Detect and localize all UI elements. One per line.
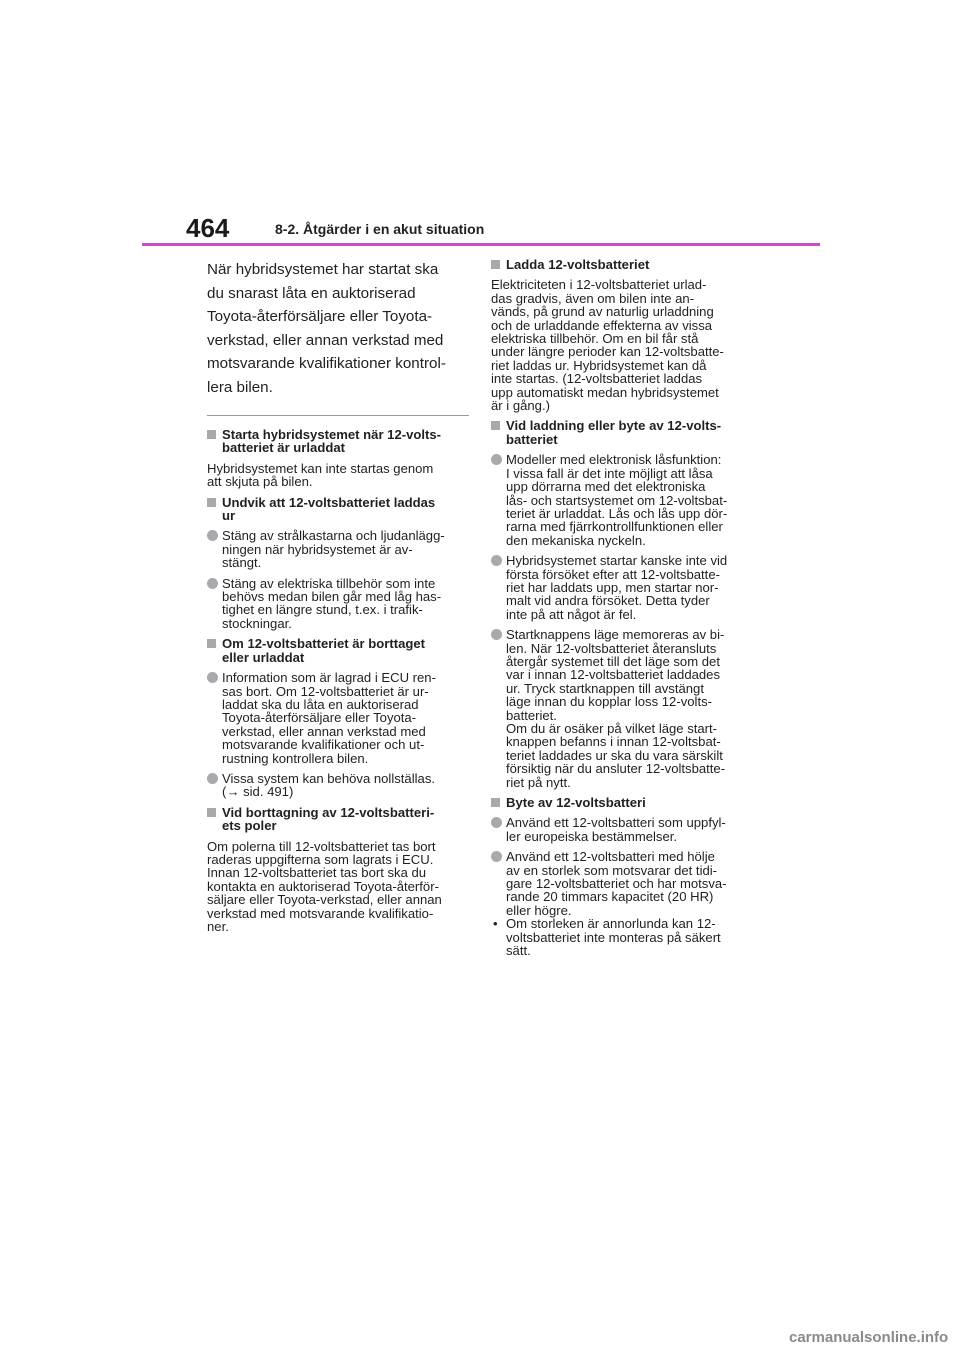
text-line: upp automatiskt medan hybridsystemet [491, 384, 719, 400]
text-line: eller högre. [506, 902, 572, 918]
text-line: batteriet är urladdat [222, 440, 345, 456]
square-marker-icon [491, 421, 500, 430]
text-line: säljare eller Toyota-verkstad, eller annan [207, 892, 442, 908]
paragraph-charge-battery [491, 278, 761, 412]
text-line: Innan 12-voltsbatteriet tas bort ska du [207, 865, 427, 881]
text-line: teriet är urladdat. Lås och lås upp dör- [506, 505, 728, 521]
heading-replace-battery [491, 796, 761, 809]
text-line: Vid borttagning av 12-voltsbatteri- [222, 804, 435, 820]
text-line: den mekaniska nyckeln. [506, 532, 646, 548]
text-line: läge innan du kopplar loss 12-volts- [506, 694, 712, 710]
square-marker-icon [491, 260, 500, 269]
text-line: verkstad, eller annan verkstad med [207, 331, 444, 349]
bullet-reset-systems [207, 772, 472, 799]
bullet-dot-icon [491, 454, 502, 465]
text-line: Startknappens läge memoreras av bi- [506, 627, 725, 643]
text-line: Information som är lagrad i ECU ren- [222, 670, 436, 686]
bullet-ecu-info [207, 671, 472, 765]
text-line: inte på att något är fel. [506, 606, 637, 622]
text-line: Hybridsystemet startar kanske inte vid [506, 553, 728, 569]
bullet-electronic-lock [491, 453, 761, 547]
square-marker-icon [207, 639, 216, 648]
intro-paragraph [207, 258, 472, 399]
header-rule [142, 243, 820, 246]
text-line: ur [222, 508, 236, 524]
text-line: ets poler [222, 818, 277, 834]
bullet-dot-icon [207, 672, 218, 683]
text-line: Använd ett 12-voltsbatteri som uppfyl- [506, 815, 726, 831]
text-line: riet laddas ur. Hybridsystemet kan då [491, 357, 707, 373]
heading-charging-replacing [491, 419, 761, 446]
bullet-dot-icon [207, 530, 218, 541]
text-line: första försöket efter att 12-voltsbatte- [506, 566, 720, 582]
bullet-accessories [207, 577, 472, 631]
text-line: sätt. [506, 943, 531, 959]
text-line: batteriet. [506, 707, 557, 723]
bullet-dot-icon [207, 578, 218, 589]
text-line: ler europeiska bestämmelser. [506, 828, 678, 844]
text-line: försiktig när du ansluter 12-voltsbatte- [506, 761, 726, 777]
text-line: knappen befanns i innan 12-voltsbat- [506, 734, 721, 750]
section-title: 8-2. Åtgärder i en akut situation [275, 221, 485, 237]
text-line: I vissa fall är det inte möjligt att låsa [506, 465, 713, 481]
text-line: Toyota-återförsäljare eller Toyota- [222, 710, 417, 726]
text-line: das gradvis, även om bilen inte an- [491, 290, 695, 306]
square-marker-icon [207, 430, 216, 439]
text-line: laddat ska du låta en auktoriserad [222, 696, 419, 712]
bullet-dot-icon [207, 773, 218, 784]
text-line: eller urladdat [222, 649, 305, 665]
text-line: upp dörrarna med det elektroniska [506, 479, 706, 495]
text-line: Vissa system kan behöva nollställas. [222, 770, 436, 786]
text-line: Om storleken är annorlunda kan 12- [506, 916, 716, 932]
text-line: Vid laddning eller byte av 12-volts- [506, 418, 722, 434]
square-marker-icon [207, 498, 216, 507]
text-line: (→ sid. 491) [222, 784, 294, 800]
text-line: vänds, på grund av naturlig urladdning [491, 304, 714, 320]
text-line: Om 12-voltsbatteriet är borttaget [222, 636, 425, 652]
bullet-first-attempt [491, 554, 761, 621]
square-marker-icon [491, 798, 500, 807]
text-line: teriet laddades ur ska du vara särskilt [506, 747, 723, 763]
text-line: När hybridsystemet har startat ska [207, 261, 439, 278]
right-column [491, 258, 761, 965]
text-line: stängt. [222, 555, 262, 571]
text-line: under längre perioder kan 12-voltsbatte- [491, 344, 724, 360]
text-line: var i innan 12-voltsbatteriet laddades [506, 667, 720, 683]
text-line: är i gång.) [491, 398, 550, 414]
heading-charge-battery [491, 258, 761, 271]
dash-marker: • [493, 916, 498, 932]
text-line: verkstad, eller annan verkstad med [222, 723, 426, 739]
text-line: voltsbatteriet inte monteras på säkert [506, 929, 721, 945]
bullet-european-regulations [491, 816, 761, 843]
text-line: att skjuta på bilen. [207, 474, 313, 490]
text-line: Stäng av strålkastarna och ljudanlägg- [222, 528, 445, 544]
text-line: Stäng av elektriska tillbehör som inte [222, 575, 436, 591]
text-line: återgår systemet till det läge som det [506, 653, 720, 669]
text-line: Ladda 12-voltsbatteriet [506, 257, 650, 272]
text-line: ningen när hybridsystemet är av- [222, 541, 413, 557]
text-line: tighet en längre stund, t.ex. i trafik- [222, 602, 423, 618]
text-line: Byte av 12-voltsbatteri [506, 795, 646, 811]
left-column [207, 258, 472, 940]
text-line: ur. Tryck startknappen till avstängt [506, 680, 704, 696]
text-line: stockningar. [222, 615, 292, 631]
square-marker-icon [207, 808, 216, 817]
paragraph-start-hybrid [207, 462, 472, 489]
heading-start-hybrid [207, 428, 472, 455]
text-line: rustning kontrollera bilen. [222, 750, 369, 766]
text-line: sas bort. Om 12-voltsbatteriet är ur- [222, 683, 429, 699]
text-line: behövs medan bilen går med låg has- [222, 589, 442, 605]
text-line: motsvarande kvalifikationer och ut- [222, 737, 425, 753]
text-line: len. När 12-voltsbatteriet återansluts [506, 640, 717, 656]
bullet-headlights [207, 529, 472, 569]
bullet-battery-size [491, 850, 761, 917]
text-line: Modeller med elektronisk låsfunktion: [506, 452, 722, 468]
paragraph-remove-poles [207, 840, 472, 934]
bullet-dot-icon [491, 629, 502, 640]
text-line: och de urladdande effekterna av vissa [491, 317, 713, 333]
heading-remove-poles [207, 806, 472, 833]
text-line: Använd ett 12-voltsbatteri med hölje [506, 849, 715, 865]
bullet-dot-icon [491, 817, 502, 828]
footer-watermark: carmanualsonline.info [789, 1329, 949, 1346]
text-line: gare 12-voltsbatteriet och har motsva- [506, 876, 727, 892]
text-line: rande 20 timmars kapacitet (20 HR) [506, 889, 714, 905]
text-line: malt vid andra försöket. Detta tyder [506, 593, 710, 609]
text-line: rarna med fjärrkontrollfunktionen eller [506, 519, 723, 535]
text-line: verkstad med motsvarande kvalifikatio- [207, 905, 434, 921]
text-line: av en storlek som motsvarar det tidi- [506, 862, 718, 878]
bullet-dot-icon [491, 851, 502, 862]
text-line: batteriet [506, 431, 558, 447]
text-line: Hybridsystemet kan inte startas genom [207, 460, 434, 476]
intro-divider [207, 415, 469, 416]
text-line: Om du är osäker på vilket läge start- [506, 721, 718, 736]
text-line: Undvik att 12-voltsbatteriet laddas [222, 494, 436, 510]
text-line: motsvarande kvalifikationer kontrol- [207, 355, 446, 372]
text-line: ner. [207, 919, 229, 934]
page-number: 464 [186, 213, 230, 243]
text-line: riet har laddats upp, men startar nor- [506, 579, 719, 595]
text-line: Om polerna till 12-voltsbatteriet tas bort [207, 838, 436, 854]
text-line: inte startas. (12-voltsbatteriet laddas [491, 371, 703, 387]
text-line: Toyota-återförsäljare eller Toyota- [207, 308, 433, 325]
text-line: Starta hybridsystemet när 12-volts- [222, 427, 442, 442]
heading-battery-removed [207, 637, 472, 664]
bullet-dot-icon [491, 555, 502, 566]
bullet-start-button-mode [491, 628, 761, 789]
text-line: kontakta en auktoriserad Toyota-återför- [207, 878, 439, 894]
text-line: raderas uppgifterna som lagrats i ECU. [207, 851, 434, 867]
text-line: Elektriciteten i 12-voltsbatteriet urlad- [491, 277, 707, 293]
heading-avoid-discharge [207, 496, 472, 523]
dash-item-size-warning [491, 917, 761, 957]
text-line: du snarast låta en auktoriserad [207, 284, 416, 302]
text-line: lera bilen. [207, 378, 273, 396]
text-line: elektriska tillbehör. Om en bil får stå [491, 331, 699, 347]
text-line: lås- och startsystemet om 12-voltsbat- [506, 492, 728, 508]
text-line: riet på nytt. [506, 774, 571, 790]
